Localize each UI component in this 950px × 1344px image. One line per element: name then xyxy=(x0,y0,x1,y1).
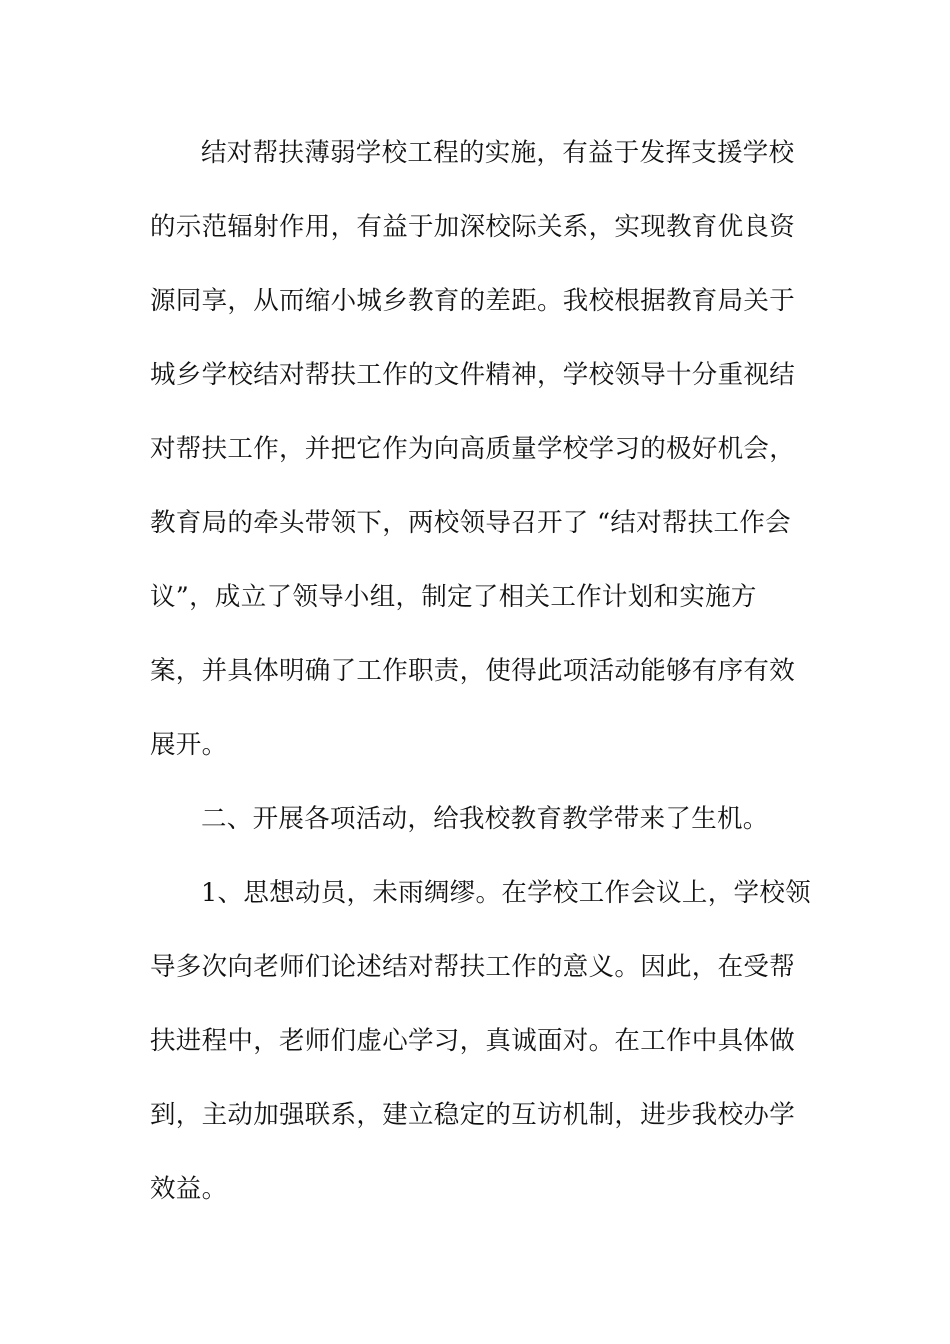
paragraph-3-line-1: 1、思想动员，未雨绸缪。在学校工作会议上，学校领 xyxy=(201,878,811,908)
paragraph-1-line-2: 的示范辐射作用，有益于加深校际关系，实现教育优良资 xyxy=(150,212,796,242)
paragraph-1-line-8: 案，并具体明确了工作职责，使得此项活动能够有序有效 xyxy=(150,656,796,686)
paragraph-2-heading xyxy=(150,782,802,856)
paragraph-3-line-2: 导多次向老师们论述结对帮扶工作的意义。因此，在受帮 xyxy=(150,952,796,982)
paragraph-1-line-7: 议”，成立了领导小组，制定了相关工作计划和实施方 xyxy=(150,582,757,612)
paragraph-3-line-5: 效益。 xyxy=(150,1174,228,1204)
paragraph-3-line-3: 扶进程中，老师们虚心学习，真诚面对。在工作中具体做 xyxy=(150,1026,796,1056)
paragraph-1-line-4: 城乡学校结对帮扶工作的文件精神，学校领导十分重视结 xyxy=(150,360,796,390)
paragraph-1-line-9: 展开。 xyxy=(150,730,228,760)
paragraph-1-line-3: 源同享，从而缩小城乡教育的差距。我校根据教育局关于 xyxy=(150,286,796,316)
document-body xyxy=(150,116,811,1226)
paragraph-1-line-1: 结对帮扶薄弱学校工程的实施，有益于发挥支援学校 xyxy=(201,138,795,168)
paragraph-1 xyxy=(150,116,802,782)
paragraph-2-line-1: 二、开展各项活动，给我校教育教学带来了生机。 xyxy=(201,804,769,834)
paragraph-3-line-4: 到，主动加强联系，建立稳定的互访机制，进步我校办学 xyxy=(150,1100,796,1130)
paragraph-1-line-6: 教育局的牵头带领下，两校领导召开了 “结对帮扶工作会 xyxy=(150,508,791,538)
paragraph-3 xyxy=(150,856,811,1226)
paragraph-1-line-5: 对帮扶工作，并把它作为向高质量学校学习的极好机会， xyxy=(150,434,796,464)
